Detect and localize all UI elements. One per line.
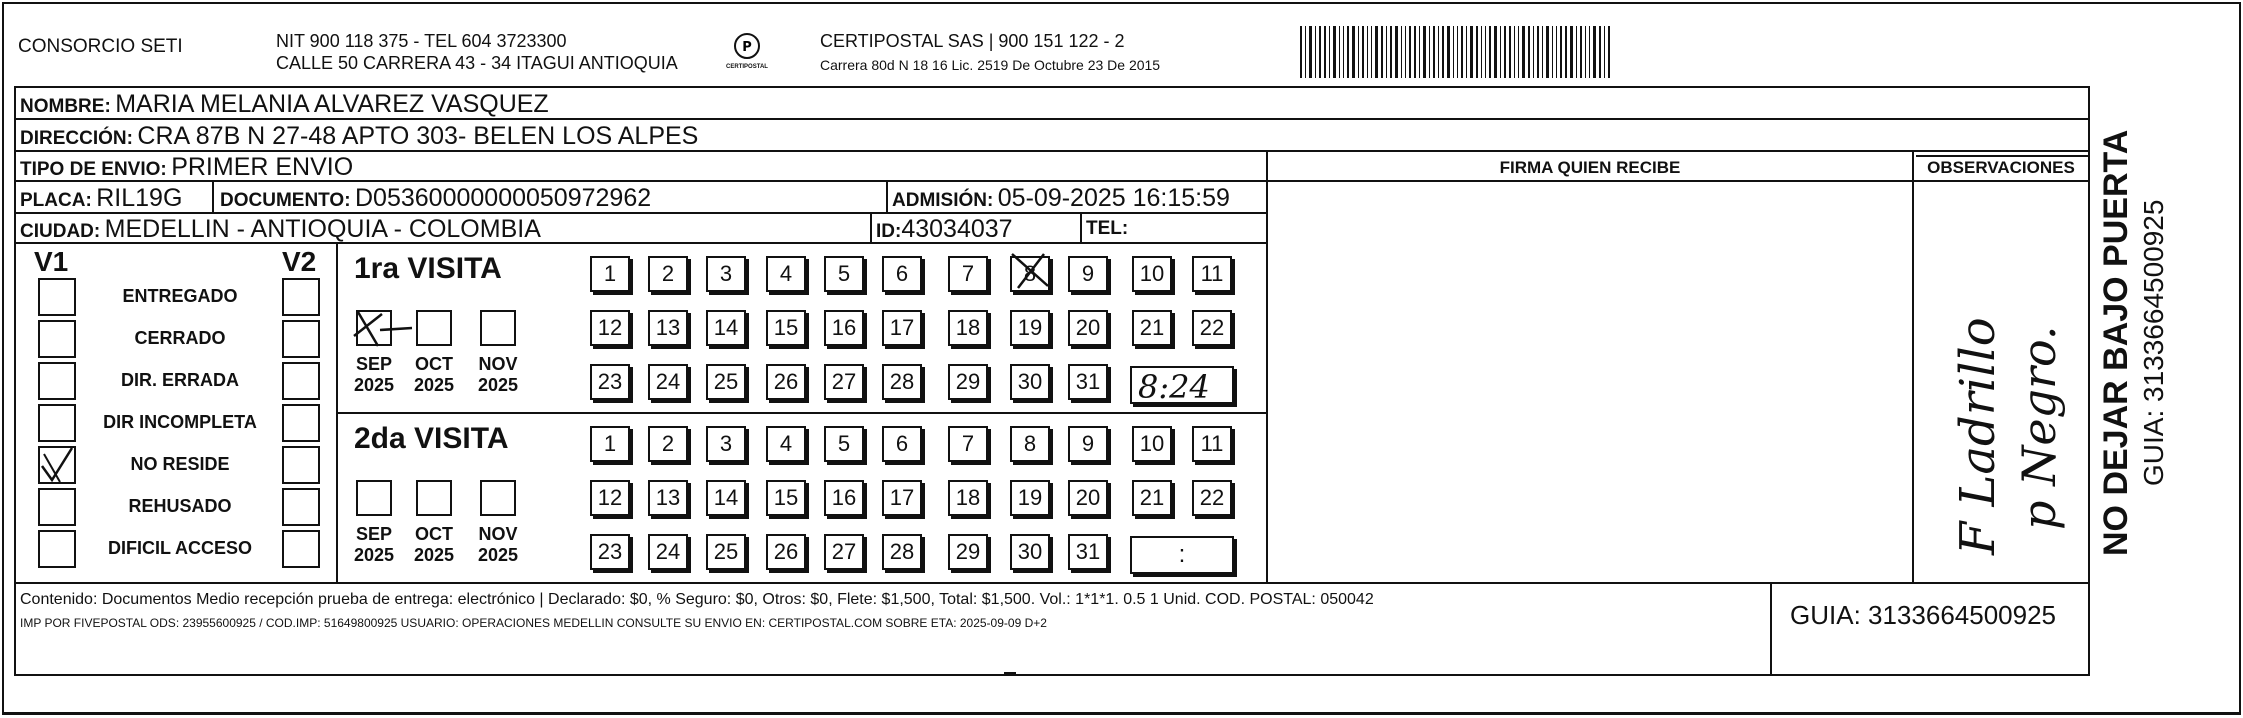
first-visit-day-box[interactable]: 26: [766, 364, 806, 400]
name-row: [20, 90, 549, 119]
tel-row: [1086, 218, 1128, 240]
barcode-bar: [1560, 26, 1562, 78]
month-name: NOV: [478, 524, 518, 544]
barcode-bar: [1347, 26, 1349, 78]
barcode-bar: [1476, 26, 1478, 78]
barcode-bar: [1414, 26, 1416, 78]
first-visit-day-box[interactable]: 27: [824, 364, 864, 400]
barcode-bar: [1604, 26, 1605, 78]
barcode-bar: [1570, 26, 1573, 78]
first-visit-day-box[interactable]: 1: [590, 256, 630, 292]
imp-line: IMP POR FIVEPOSTAL ODS: 23955600925 / COD.IMP: 51649800925 USUARIO: OPERACIONES MEDELLIN CONSULTE SU ENVIO EN: CERTIPOSTAL.COM SOBRE ETA: 2025-09-09 D+2: [20, 616, 1047, 630]
first-visit-day-box[interactable]: 9: [1068, 256, 1108, 292]
barcode-bar: [1367, 26, 1368, 78]
barcode-bar: [1608, 26, 1610, 78]
status-label: DIR. ERRADA: [120, 370, 239, 390]
barcode-bar: [1514, 26, 1515, 78]
first-visit-day-box[interactable]: 21: [1132, 310, 1172, 346]
barcode-bar: [1371, 26, 1372, 78]
barcode-bar: [1470, 26, 1473, 78]
address-row: [20, 122, 698, 151]
bottom-mark: [1004, 672, 1016, 674]
first-visit-day-box[interactable]: 24: [648, 364, 688, 400]
second-visit-day-box[interactable]: 27: [824, 534, 864, 570]
second-visit-day-box[interactable]: 18: [948, 480, 988, 516]
first-visit-day-box[interactable]: 20: [1068, 310, 1108, 346]
certipostal-logo: [722, 30, 772, 80]
id-row: [876, 215, 1013, 244]
name-label: NOMBRE:: [20, 96, 111, 117]
first-visit-day-box[interactable]: 6: [882, 256, 922, 292]
barcode-bar: [1447, 26, 1450, 78]
admission-row: [892, 184, 1230, 213]
day-8-cross-mark: [1008, 250, 1056, 290]
second-visit-day-box[interactable]: 1: [590, 426, 630, 462]
month-name: SEP: [355, 354, 393, 374]
barcode-bar: [1395, 26, 1398, 78]
observation-handwritten-2: p Negro.: [2012, 325, 2066, 530]
second-visit-day-box[interactable]: 20: [1068, 480, 1108, 516]
plate-value: RIL19G: [96, 184, 183, 212]
first-visit-day-box[interactable]: 18: [948, 310, 988, 346]
second-visit-month-label: [344, 524, 404, 566]
barcode-bar: [1522, 26, 1525, 78]
tel-label: TEL:: [1086, 218, 1129, 239]
barcode-bar: [1457, 26, 1458, 78]
barcode-bar: [1433, 26, 1435, 78]
nit-line: NIT 900 118 375 - TEL 604 3723300: [276, 31, 567, 51]
col-plate-right: [212, 182, 214, 212]
second-visit-day-box[interactable]: 6: [882, 426, 922, 462]
barcode-bar: [1504, 26, 1506, 78]
month-year: 2025: [353, 545, 395, 565]
month-name: NOV: [478, 354, 518, 374]
v1-label: V1: [34, 246, 69, 277]
barcode-bar: [1533, 26, 1534, 78]
first-visit-day-box[interactable]: 3: [706, 256, 746, 292]
barcode-bar: [1300, 26, 1302, 78]
barcode-bar: [1401, 26, 1402, 78]
second-visit-month-box-sep[interactable]: [356, 480, 392, 516]
first-visit-title: 1ra VISITA: [354, 252, 502, 285]
barcode-bar: [1309, 26, 1312, 78]
barcode-bar: [1405, 26, 1406, 78]
signature-header: FIRMA QUIEN RECIBE: [1499, 158, 1681, 177]
barcode-bar: [1461, 26, 1463, 78]
barcode-bar: [1390, 26, 1392, 78]
second-visit-day-box[interactable]: 3: [706, 426, 746, 462]
barcode-bar: [1333, 26, 1336, 78]
barcode-bar: [1453, 26, 1454, 78]
status-v2-checkbox[interactable]: [282, 530, 320, 568]
barcode-bar: [1409, 26, 1411, 78]
city-value: MEDELLIN - ANTIOQUIA - COLOMBIA: [104, 215, 541, 243]
second-visit-day-box[interactable]: 17: [882, 480, 922, 516]
first-visit-day-box[interactable]: 23: [590, 364, 630, 400]
first-visit-month-box-oct[interactable]: [416, 310, 452, 346]
barcode: [1300, 26, 1613, 78]
month-name: OCT: [415, 524, 453, 544]
month-year: 2025: [413, 375, 455, 395]
barcode-bar: [1362, 26, 1364, 78]
plate-row: [20, 184, 182, 213]
col-tel-left: [1080, 212, 1082, 242]
type-label: TIPO DE ENVIO:: [20, 159, 167, 180]
first-visit-month-label: [404, 354, 464, 396]
first-visit-month-label: [344, 354, 404, 396]
first-visit-month-label: [468, 354, 528, 396]
barcode-bar: [1585, 26, 1586, 78]
obs-header-line: [1916, 155, 2088, 157]
second-visit-day-box[interactable]: 25: [706, 534, 746, 570]
city-label: CIUDAD:: [20, 221, 101, 242]
barcode-bar: [1466, 26, 1467, 78]
status-v2-checkbox[interactable]: [282, 278, 320, 316]
first-visit-day-box[interactable]: 13: [648, 310, 688, 346]
doc-value: D05360000000050972962: [355, 184, 652, 212]
month-year: 2025: [353, 375, 395, 395]
barcode-bar: [1509, 26, 1511, 78]
barcode-bar: [1438, 26, 1439, 78]
status-label: ENTREGADO: [122, 286, 238, 306]
barcode-bar: [1593, 26, 1596, 78]
second-visit-day-box[interactable]: 9: [1068, 426, 1108, 462]
first-visit-day-box[interactable]: 8: [1010, 256, 1050, 292]
address-label: DIRECCIÓN:: [20, 128, 133, 149]
frame-left: [2, 2, 4, 714]
col-footer-guia-left: [1770, 584, 1772, 674]
table-left: [14, 86, 16, 676]
company-name: CONSORCIO SETI: [18, 36, 183, 57]
barcode-bar: [1546, 26, 1549, 78]
contents-line: Contenido: Documentos Medio recepción prueba de entrega: electrónico | Declarado: $0, % Seguro: $0, Otros: $0, Flete: $1,500, Total: $1,500. Vol.: 1*1*1. 0.5 1 Unid. COD. POSTAL: 050042: [20, 591, 1374, 608]
first-visit-day-box[interactable]: 29: [948, 364, 988, 400]
observation-handwritten-1: F Ladrillo: [1950, 317, 2006, 555]
first-visit-day-box[interactable]: 5: [824, 256, 864, 292]
first-visit-month-box-nov[interactable]: [480, 310, 516, 346]
barcode-bar: [1381, 26, 1383, 78]
barcode-bar: [1528, 26, 1530, 78]
barcode-bar: [1339, 26, 1340, 78]
footer-guia: GUIA: 3133664500925: [1790, 600, 2056, 630]
first-visit-day-box[interactable]: 12: [590, 310, 630, 346]
city-row: [20, 215, 541, 244]
table-top: [14, 86, 2090, 88]
id-value: 43034037: [901, 215, 1013, 243]
barcode-bar: [1580, 26, 1582, 78]
barcode-bar: [1343, 26, 1344, 78]
second-visit-day-box[interactable]: 12: [590, 480, 630, 516]
first-visit-day-box[interactable]: 10: [1132, 256, 1172, 292]
second-visit-day-box[interactable]: 10: [1132, 426, 1172, 462]
month-year: 2025: [477, 375, 519, 395]
second-visit-time-box[interactable]: :: [1130, 536, 1234, 574]
barcode-bar: [1319, 26, 1321, 78]
side-warning: NO DEJAR BAJO PUERTA: [2097, 129, 2135, 556]
barcode-bar: [1419, 26, 1420, 78]
type-value: PRIMER ENVIO: [171, 153, 354, 181]
second-visit-month-box-oct[interactable]: [416, 480, 452, 516]
second-visit-day-box[interactable]: 7: [948, 426, 988, 462]
first-visit-day-box[interactable]: 25: [706, 364, 746, 400]
side-guia: GUIA: 3133664500925: [2138, 199, 2169, 486]
second-visit-day-box[interactable]: 15: [766, 480, 806, 516]
col-admission-left: [886, 182, 888, 212]
visits-divider: [336, 412, 1268, 414]
barcode-bar: [1352, 26, 1355, 78]
type-row: [20, 153, 353, 182]
table-bottom: [14, 674, 2090, 676]
status-label: REHUSADO: [128, 496, 232, 516]
second-visit-day-box[interactable]: 30: [1010, 534, 1050, 570]
second-visit-day-box[interactable]: 16: [824, 480, 864, 516]
col-obs-left: [1912, 150, 1914, 584]
second-visit-day-box[interactable]: 22: [1192, 480, 1232, 516]
barcode-bar: [1442, 26, 1444, 78]
license-line: Carrera 80d N 18 16 Lic. 2519 De Octubre 23 De 2015: [820, 57, 1161, 73]
barcode-bar: [1518, 26, 1519, 78]
barcode-bar: [1599, 26, 1601, 78]
status-v2-checkbox[interactable]: [282, 362, 320, 400]
document-row: [220, 184, 651, 213]
second-visit-day-box[interactable]: 13: [648, 480, 688, 516]
doc-label: DOCUMENTO:: [220, 190, 351, 211]
month-name: OCT: [415, 354, 453, 374]
address-value: CRA 87B N 27-48 APTO 303- BELEN LOS ALPES: [137, 122, 699, 150]
sep-first-visit-mark: [352, 308, 414, 348]
first-visit-time-box[interactable]: [1130, 366, 1234, 404]
second-visit-day-box[interactable]: 23: [590, 534, 630, 570]
first-visit-day-box[interactable]: 17: [882, 310, 922, 346]
month-year: 2025: [477, 545, 519, 565]
second-visit-day-box[interactable]: 8: [1010, 426, 1050, 462]
barcode-bar: [1386, 26, 1387, 78]
barcode-bar: [1485, 26, 1486, 78]
first-visit-day-box[interactable]: 22: [1192, 310, 1232, 346]
col-id-left: [870, 212, 872, 242]
status-v2-checkbox[interactable]: [282, 404, 320, 442]
barcode-bar: [1589, 26, 1590, 78]
barcode-bar: [1329, 26, 1330, 78]
second-visit-day-box[interactable]: 5: [824, 426, 864, 462]
courier-line: CERTIPOSTAL SAS | 900 151 122 - 2: [820, 31, 1125, 51]
footer-top-line: [14, 582, 2090, 584]
first-visit-day-box[interactable]: 19: [1010, 310, 1050, 346]
id-label: ID:: [876, 221, 902, 242]
barcode-bar: [1481, 26, 1482, 78]
second-visit-month-label: [468, 524, 528, 566]
second-visit-day-box[interactable]: 24: [648, 534, 688, 570]
first-visit-day-box[interactable]: 30: [1010, 364, 1050, 400]
barcode-bar: [1305, 26, 1306, 78]
second-visit-day-box[interactable]: 4: [766, 426, 806, 462]
first-visit-day-box[interactable]: 31: [1068, 364, 1108, 400]
name-value: MARIA MELANIA ALVAREZ VASQUEZ: [115, 90, 549, 118]
svg-text:P: P: [742, 40, 752, 55]
first-visit-day-box[interactable]: 2: [648, 256, 688, 292]
plate-label: PLACA:: [20, 190, 92, 211]
status-label: DIR INCOMPLETA: [103, 412, 257, 432]
first-visit-day-box[interactable]: 4: [766, 256, 806, 292]
second-visit-day-box[interactable]: 2: [648, 426, 688, 462]
frame-bottom: [2, 712, 2241, 715]
barcode-bar: [1500, 26, 1501, 78]
logo-text: CERTIPOSTAL: [726, 64, 768, 70]
barcode-bar: [1324, 26, 1326, 78]
status-label: NO RESIDE: [130, 454, 230, 474]
first-visit-day-box[interactable]: 7: [948, 256, 988, 292]
status-label: DIFICIL ACCESO: [107, 538, 252, 558]
barcode-bar: [1552, 26, 1553, 78]
table-right: [2088, 86, 2090, 676]
status-v2-checkbox[interactable]: [282, 446, 320, 484]
frame-top: [2, 2, 2241, 4]
admission-value: 05-09-2025 16:15:59: [997, 184, 1230, 212]
first-visit-day-box[interactable]: 14: [706, 310, 746, 346]
month-name: SEP: [355, 524, 393, 544]
second-visit-day-box[interactable]: 29: [948, 534, 988, 570]
col-signature-left: [1266, 150, 1268, 584]
barcode-bar: [1565, 26, 1567, 78]
second-visit-title: 2da VISITA: [354, 422, 509, 455]
status-v2-checkbox[interactable]: [282, 488, 320, 526]
status-label: CERRADO: [134, 328, 226, 348]
v2-label: V2: [282, 246, 317, 277]
admission-label: ADMISIÓN:: [892, 190, 994, 211]
second-visit-day-box[interactable]: 21: [1132, 480, 1172, 516]
no-reside-v1-checkmark: [38, 446, 76, 486]
barcode-bar: [1537, 26, 1539, 78]
second-visit-day-box[interactable]: 31: [1068, 534, 1108, 570]
address-line: CALLE 50 CARRERA 43 - 34 ITAGUI ANTIOQUIA: [276, 53, 678, 73]
second-visit-month-label: [404, 524, 464, 566]
first-visit-time-handwritten: 8:24: [1138, 368, 1210, 406]
frame-right: [2239, 2, 2241, 714]
barcode-bar: [1429, 26, 1430, 78]
barcode-bar: [1556, 26, 1557, 78]
barcode-bar: [1542, 26, 1543, 78]
barcode-bar: [1489, 26, 1491, 78]
first-visit-day-box[interactable]: 28: [882, 364, 922, 400]
barcode-bar: [1315, 26, 1316, 78]
observations-header: OBSERVACIONES: [1927, 158, 2075, 177]
first-visit-day-box[interactable]: 15: [766, 310, 806, 346]
first-visit-day-box[interactable]: 11: [1192, 256, 1232, 292]
second-visit-month-box-nov[interactable]: [480, 480, 516, 516]
first-visit-day-box[interactable]: 16: [824, 310, 864, 346]
barcode-bar: [1375, 26, 1378, 78]
barcode-bar: [1494, 26, 1497, 78]
second-visit-day-box[interactable]: 19: [1010, 480, 1050, 516]
second-visit-day-box[interactable]: 28: [882, 534, 922, 570]
second-visit-day-box[interactable]: 11: [1192, 426, 1232, 462]
barcode-bar: [1423, 26, 1426, 78]
month-year: 2025: [413, 545, 455, 565]
barcode-bar: [1576, 26, 1577, 78]
barcode-bar: [1358, 26, 1359, 78]
second-visit-day-box[interactable]: 26: [766, 534, 806, 570]
status-v2-checkbox[interactable]: [282, 320, 320, 358]
second-visit-day-box[interactable]: 14: [706, 480, 746, 516]
